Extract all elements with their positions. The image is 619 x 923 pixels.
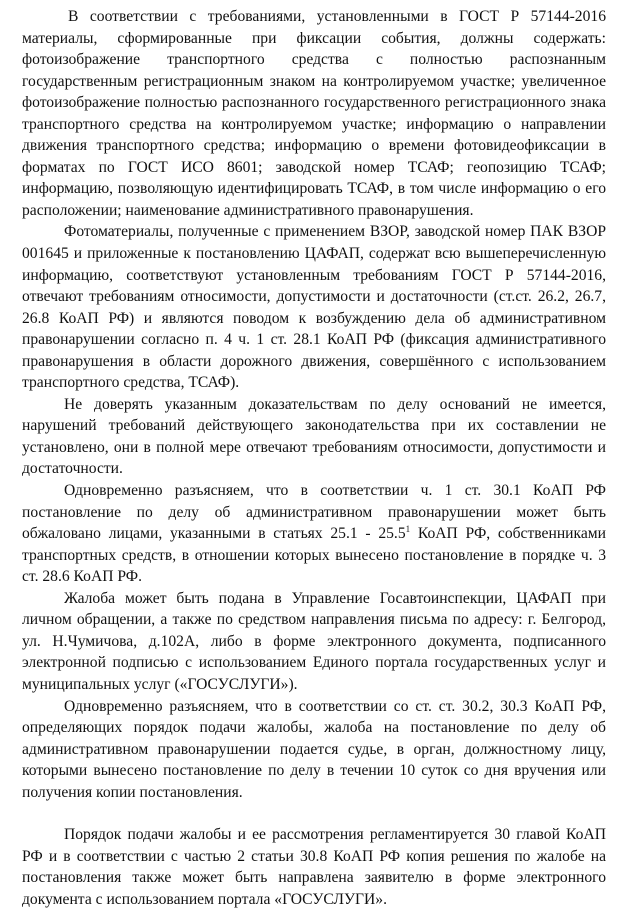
paragraph-photo-materials: Фотоматериалы, полученные с применением ВЗОР, заводской номер ПАК ВЗОР 001645 и приложенные к постановлению ЦАФАП, содержат всю вышеперечисленную информацию, соответствуют установленным требованиям ГОСТ Р 57144-2016, отвечают требованиям относимости, допустимости и достаточности (ст.ст. 26.2, 26.7, 26.8 КоАП РФ) и являются поводом к возбуждению дела об административном правонарушении согласно п. 4 ч. 1 ст. 28.1 КоАП РФ (фиксация административного правонарушения в области дорожного движения, совершённого с использованием транспортного средства, ТСАФ). bbox=[22, 223, 606, 392]
appeal-rights-text: Одновременно разъясняем, что в соответствии ч. 1 ст. 30.1 КоАП РФ постановление по делу об административном правонарушении может быть обжаловано лицами, указанными в статьях 25.1 - 25.5 bbox=[22, 482, 606, 543]
paragraph-appeal-rights bbox=[22, 480, 606, 588]
paragraph-complaint-review: Порядок подачи жалобы и ее рассмотрения регламентируется 30 главой КоАП РФ и в соответствии с частью 2 статьи 30.8 КоАП РФ копия решения по жалобе на постановления также может быть направлена заявителю в форме электронного документа с использованием портала «ГОСУСЛУГИ». bbox=[22, 826, 606, 908]
paragraph-evidence-trust: Не доверять указанным доказательствам по делу оснований не имеется, нарушений требований действующего законодательства при их составлении не установлено, они в полной мере отвечают требованиям относимости, допустимости и достаточности. bbox=[22, 395, 606, 478]
appeal-rights-text-continued: КоАП РФ, собственниками транспортных средств, в отношении которых вынесено постановление в порядке ч. 3 ст. 28.6 КоАП РФ. bbox=[22, 525, 606, 586]
paragraph-complaint-procedure: Одновременно разъясняем, что в соответствии со ст. ст. 30.2, 30.3 КоАП РФ, определяющих порядок подачи жалобы, жалоба на постановление по делу об административном правонарушении подается судье, в орган, должностному лицу, которыми вынесено постановление по делу в течении 10 суток со дня вручения или получения копии постановления. bbox=[22, 697, 606, 801]
paragraph-complaint-submission: Жалоба может быть подана в Управление Госавтоинспекции, ЦАФАП при личном обращении, а также по средством направления письма по адресу: г. Белгород, ул. Н.Чумичова, д.102А, либо в форме электронного документа, подписанного электронной подписью с использованием Единого портала государственных услуг и муниципальных услуг («ГОСУСЛУГИ»). bbox=[22, 589, 606, 693]
paragraph-gost-requirements: В соответствии с требованиями, установленными в ГОСТ Р 57144-2016 материалы, сформированные при фиксации события, должны содержать: фотоизображение транспортного средства с полностью распознанным государственным регистрационным знаком на контролируемом участке; увеличенное фотоизображение полностью распознанного государственного регистрационного знака транспортного средства на контролируемом участке; информацию о направлении движения транспортного средства; информацию о времени фотовидеофиксации в форматах по ГОСТ ИСО 8601; заводской номер ТСАФ; геопозицию ТСАФ; информацию, позволяющую идентифицировать ТСАФ, в том числе информацию о его расположении; наименование административного правонарушения. bbox=[22, 8, 606, 219]
footnote-marker: 1 bbox=[405, 523, 411, 534]
